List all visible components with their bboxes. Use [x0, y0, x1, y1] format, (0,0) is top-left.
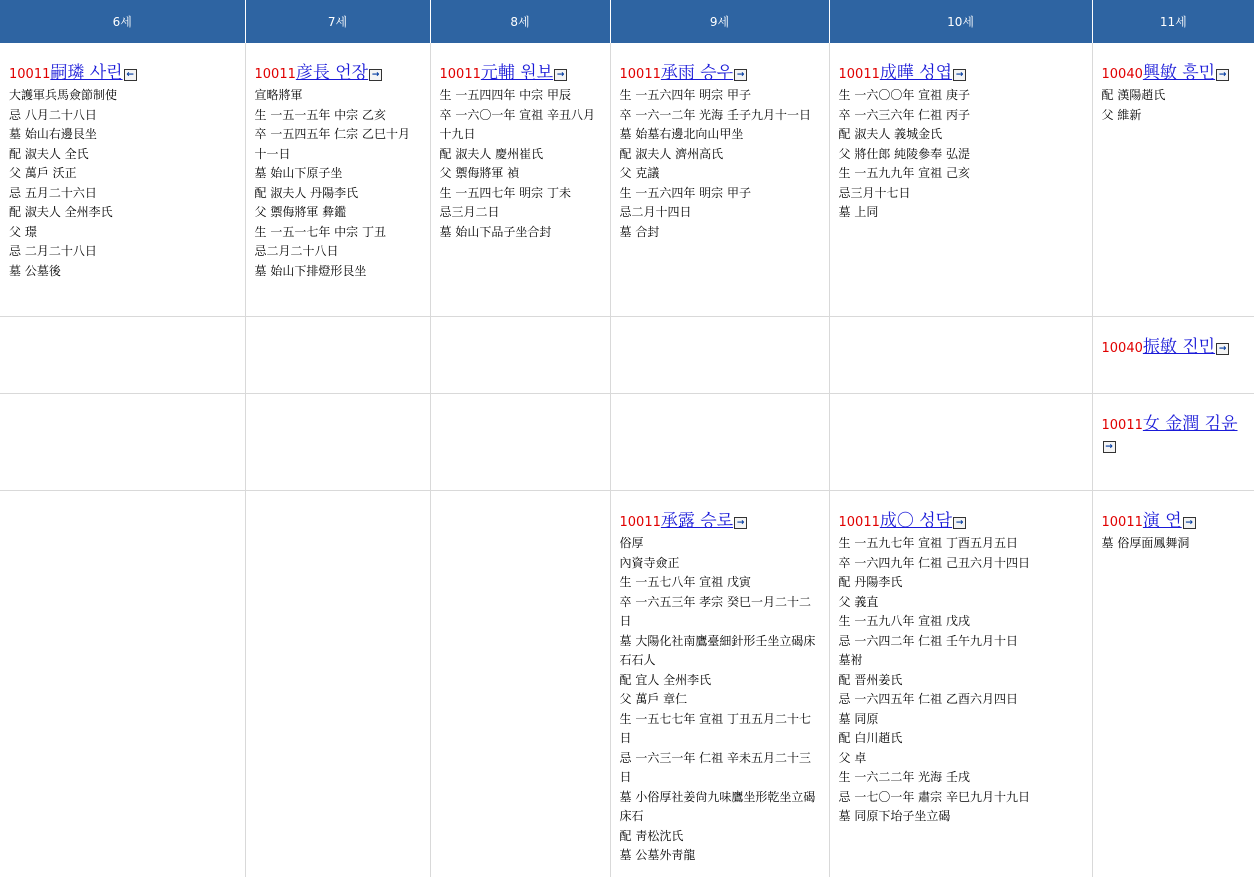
person-detail-line: 忌 八月二十八日 — [9, 106, 237, 126]
person-cell — [610, 43, 829, 317]
person-detail-line: 墓 合封 — [620, 223, 821, 243]
arrow-right-icon[interactable]: → — [953, 517, 966, 529]
person-name-link[interactable]: 演 연 — [1143, 511, 1182, 531]
person-detail-line: 墓 公墓後 — [9, 262, 237, 282]
arrow-left-icon[interactable]: ← — [124, 69, 137, 81]
person-detail-line: 生 一五七八年 宣祖 戊寅 — [620, 573, 821, 593]
person-detail-line: 配 淑夫人 義城金氏 — [839, 125, 1084, 145]
person-detail-line: 內資寺僉正 — [620, 554, 821, 574]
arrow-right-icon[interactable]: → — [734, 517, 747, 529]
person-detail-line: 墓 始山下原子坐 — [255, 164, 422, 184]
person-detail-line: 生 一五一七年 中宗 丁丑 — [255, 223, 422, 243]
person-detail-line: 宣略將軍 — [255, 86, 422, 106]
person-detail-line: 父 維新 — [1102, 106, 1247, 126]
arrow-right-icon[interactable]: → — [369, 69, 382, 81]
person-heading — [839, 511, 1084, 533]
person-detail-line: 忌 一七〇一年 肅宗 辛巳九月十九日 — [839, 788, 1084, 808]
person-cell — [245, 43, 430, 317]
person-cell — [610, 317, 829, 394]
person-heading — [620, 511, 821, 533]
person-name-link[interactable]: 振敏 진민 — [1143, 337, 1215, 357]
arrow-right-icon[interactable]: → — [953, 69, 966, 81]
generation-header: 8세 — [430, 0, 610, 43]
generation-header: 9세 — [610, 0, 829, 43]
person-cell — [430, 43, 610, 317]
person-detail-line: 大護軍兵馬僉節制使 — [9, 86, 237, 106]
person-detail-line: 生 一六二二年 光海 壬戌 — [839, 768, 1084, 788]
person-id: 10011 — [1102, 515, 1143, 530]
arrow-right-icon[interactable]: → — [1216, 69, 1229, 81]
person-detail-line: 忌 一六三一年 仁祖 辛未五月二十三日 — [620, 749, 821, 788]
person-cell — [0, 491, 245, 877]
person-id: 10011 — [1102, 418, 1143, 433]
person-cell — [1092, 394, 1254, 491]
person-name-link[interactable]: 元輔 원보 — [481, 63, 553, 83]
person-detail-line: 墓 公墓外靑龍 — [620, 846, 821, 866]
person-detail-line: 生 一五九九年 宣祖 己亥 — [839, 164, 1084, 184]
person-heading — [1102, 414, 1247, 456]
person-detail-line: 生 一五一五年 中宗 乙亥 — [255, 106, 422, 126]
generation-row — [0, 317, 1254, 394]
person-cell — [245, 491, 430, 877]
generation-header: 10세 — [829, 0, 1092, 43]
person-cell — [245, 317, 430, 394]
generation-row — [0, 394, 1254, 491]
person-heading — [1102, 337, 1247, 359]
person-name-link[interactable]: 承露 승로 — [661, 511, 733, 531]
person-cell — [0, 43, 245, 317]
person-name-link[interactable]: 承雨 승우 — [661, 63, 733, 83]
person-detail-line: 生 一五七七年 宣祖 丁丑五月二十七日 — [620, 710, 821, 749]
person-detail-line: 配 淑夫人 濟州高氏 — [620, 145, 821, 165]
person-name-link[interactable]: 成〇 성담 — [880, 511, 952, 531]
person-id: 10011 — [440, 67, 481, 82]
person-detail-line: 父 璟 — [9, 223, 237, 243]
person-detail-line: 生 一五六四年 明宗 甲子 — [620, 184, 821, 204]
person-detail-line: 墓 始山右邊艮坐 — [9, 125, 237, 145]
person-detail-line: 父 義直 — [839, 593, 1084, 613]
person-id: 10040 — [1102, 67, 1143, 82]
person-name-link[interactable]: 成曄 성엽 — [880, 63, 952, 83]
person-detail-line: 生 一五九七年 宣祖 丁酉五月五日 — [839, 534, 1084, 554]
person-detail-line: 配 淑夫人 丹陽李氏 — [255, 184, 422, 204]
person-cell — [610, 491, 829, 877]
person-detail-line: 父 將仕郎 純陵參奉 弘湜 — [839, 145, 1084, 165]
person-cell — [1092, 317, 1254, 394]
person-name-link[interactable]: 嗣璘 사린 — [50, 63, 122, 83]
generation-row — [0, 491, 1254, 877]
person-cell — [1092, 43, 1254, 317]
generation-header: 7세 — [245, 0, 430, 43]
person-cell — [0, 394, 245, 491]
person-id: 10011 — [255, 67, 296, 82]
person-detail-line: 父 禦侮將軍 彜鑑 — [255, 203, 422, 223]
person-detail-line: 配 淑夫人 全氏 — [9, 145, 237, 165]
person-cell — [610, 394, 829, 491]
person-cell — [430, 317, 610, 394]
person-heading — [1102, 511, 1247, 533]
person-detail-line: 墓 同原 — [839, 710, 1084, 730]
arrow-right-icon[interactable]: → — [554, 69, 567, 81]
person-detail-line: 配 宜人 全州李氏 — [620, 671, 821, 691]
generation-header: 6세 — [0, 0, 245, 43]
person-detail-line: 忌三月二日 — [440, 203, 602, 223]
person-detail-line: 忌二月十四日 — [620, 203, 821, 223]
person-detail-line: 忌 一六四五年 仁祖 乙酉六月四日 — [839, 690, 1084, 710]
person-cell — [0, 317, 245, 394]
person-detail-line: 忌 一六四二年 仁祖 壬午九月十日 — [839, 632, 1084, 652]
person-id: 10011 — [839, 67, 880, 82]
person-cell — [430, 394, 610, 491]
person-name-link[interactable]: 興敏 흥민 — [1143, 63, 1215, 83]
person-cell — [829, 43, 1092, 317]
person-detail-line: 配 淑夫人 全州李氏 — [9, 203, 237, 223]
person-cell — [829, 491, 1092, 877]
person-detail-line: 卒 一六四九年 仁祖 己丑六月十四日 — [839, 554, 1084, 574]
person-name-link[interactable]: 女 金潤 김윤 — [1143, 414, 1238, 434]
person-detail-line: 卒 一六一二年 光海 壬子九月十一日 — [620, 106, 821, 126]
person-detail-line: 父 禦侮將軍 禎 — [440, 164, 602, 184]
person-detail-line: 墓 俗厚面鳳舞洞 — [1102, 534, 1247, 554]
person-detail-line: 卒 一五四五年 仁宗 乙巳十月十一日 — [255, 125, 422, 164]
person-detail-line: 卒 一六三六年 仁祖 丙子 — [839, 106, 1084, 126]
person-heading — [620, 63, 821, 85]
person-id: 10011 — [9, 67, 50, 82]
person-detail-line: 墓 始山下排燈形艮坐 — [255, 262, 422, 282]
person-detail-line: 墓 上同 — [839, 203, 1084, 223]
person-detail-line: 墓 始墓右邊北向山甲坐 — [620, 125, 821, 145]
person-detail-line: 生 一五四四年 中宗 甲辰 — [440, 86, 602, 106]
person-detail-line: 配 淑夫人 慶州崔氏 — [440, 145, 602, 165]
person-detail-line: 父 克議 — [620, 164, 821, 184]
person-cell — [430, 491, 610, 877]
person-detail-line: 生 一五四七年 明宗 丁未 — [440, 184, 602, 204]
person-heading — [839, 63, 1084, 85]
generation-row — [0, 43, 1254, 317]
person-detail-line: 忌二月二十八日 — [255, 242, 422, 262]
person-detail-line: 父 卓 — [839, 749, 1084, 769]
person-heading — [1102, 63, 1247, 85]
person-detail-line: 卒 一六五三年 孝宗 癸巳一月二十二日 — [620, 593, 821, 632]
person-detail-line: 生 一五六四年 明宗 甲子 — [620, 86, 821, 106]
person-detail-line: 墓祔 — [839, 651, 1084, 671]
arrow-right-icon[interactable]: → — [1216, 343, 1229, 355]
person-id: 10011 — [839, 515, 880, 530]
person-id: 10011 — [620, 515, 661, 530]
person-detail-line: 卒 一六〇一年 宣祖 辛丑八月十九日 — [440, 106, 602, 145]
person-name-link[interactable]: 彦長 언장 — [296, 63, 368, 83]
person-detail-line: 生 一五九八年 宣祖 戊戌 — [839, 612, 1084, 632]
person-detail-line: 配 靑松沈氏 — [620, 827, 821, 847]
person-detail-line: 配 晋州姜氏 — [839, 671, 1084, 691]
person-detail-line: 忌三月十七日 — [839, 184, 1084, 204]
person-detail-line: 俗厚 — [620, 534, 821, 554]
person-cell — [829, 394, 1092, 491]
person-detail-line: 父 萬戶 沃正 — [9, 164, 237, 184]
person-detail-line: 墓 始山下品子坐合封 — [440, 223, 602, 243]
person-detail-line: 配 漢陽趙氏 — [1102, 86, 1247, 106]
person-detail-line: 配 丹陽李氏 — [839, 573, 1084, 593]
generation-header: 11세 — [1092, 0, 1254, 43]
person-id: 10040 — [1102, 341, 1143, 356]
person-id: 10011 — [620, 67, 661, 82]
person-cell — [245, 394, 430, 491]
person-detail-line: 忌 二月二十八日 — [9, 242, 237, 262]
person-heading — [440, 63, 602, 85]
person-detail-line: 忌 五月二十六日 — [9, 184, 237, 204]
person-detail-line: 父 萬戶 章仁 — [620, 690, 821, 710]
person-detail-line: 墓 大陽化社南鷹臺細針形壬坐立碣床石石人 — [620, 632, 821, 671]
person-cell — [829, 317, 1092, 394]
person-heading — [255, 63, 422, 85]
generation-header-row — [0, 0, 1254, 43]
person-detail-line: 配 白川趙氏 — [839, 729, 1084, 749]
person-detail-line: 墓 同原下坮子坐立碣 — [839, 807, 1084, 827]
person-detail-line: 生 一六〇〇年 宣祖 庚子 — [839, 86, 1084, 106]
arrow-right-icon[interactable]: → — [1103, 441, 1116, 453]
person-cell — [1092, 491, 1254, 877]
person-detail-line: 墓 小俗厚社姜尙九味鷹坐形乾坐立碣床石 — [620, 788, 821, 827]
person-heading — [9, 63, 237, 85]
arrow-right-icon[interactable]: → — [1183, 517, 1196, 529]
arrow-right-icon[interactable]: → — [734, 69, 747, 81]
